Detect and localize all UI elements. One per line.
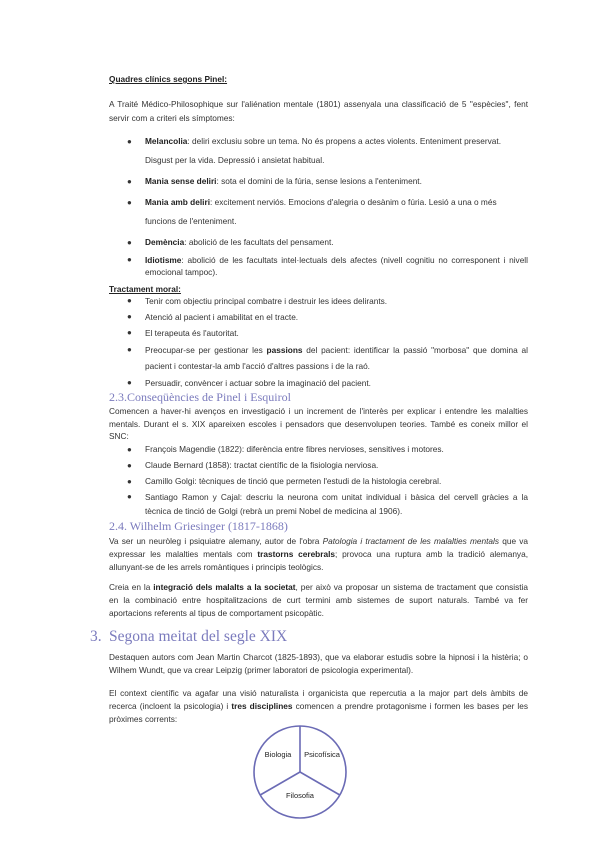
tractament-title: Tractament moral: [109,284,181,294]
list-item: ● Mania sense deliri: sota el domini de la fúria, sense lesions a l'enteniment. [145,172,528,191]
list-item: ● Mania amb deliri: excitement nerviós. Emocions d'alegria o desànim o fúria. Lesió a una o més funcions de l'enteniment. [145,193,528,231]
bullet-icon: ● [127,312,132,321]
bullet-icon: ● [127,445,132,454]
section-2-4-heading: 2.4. Wilhelm Griesinger (1817-1868) [109,519,288,533]
section-3-paragraph-2: El context científic va agafar una visió naturalista i organicista que repercutia a la major part dels àmbits de recerca (incloent la psicologia) i tres disciplines comencen a prendre protagonisme i formen les bases per les pròximes corrents: [109,688,529,724]
list-item: ● Santiago Ramon y Cajal: descriu la neurona com unitat individual i bàsica del cervell gràcies a la tècnica de tinció de Golgi (rebrà un premi Nobel de medicina al 1906). [127,492,528,516]
bullet-icon: ● [127,345,132,354]
list-item: ● Camillo Golgi: tècniques de tinció que permeten l'estudi de la histologia cerebral. [145,474,528,489]
tractament-list [127,294,528,390]
three-disciplines-diagram [250,722,350,822]
bullet-icon: ● [127,238,132,247]
list-item: ● Persuadir, convèncer i actuar sobre la imaginació del pacient. [127,378,371,388]
list-item: ● Atenció al pacient i amabilitat en el tracte. [127,312,299,322]
section-3-number: 3. [90,628,102,645]
bullet-icon: ● [127,137,132,146]
list-item: ● Claude Bernard (1858): tractat científic de la fisiologia nerviosa. [145,458,528,473]
list-item: ● Preocupar-se per gestionar les passions del pacient: identificar la passió "morbosa" que domina al pacient i contestar-la amb l'acció d'altres passions i de la raó. [145,342,528,374]
sec23-list [127,442,528,518]
section-2-3-heading: 2.3.Conseqüències de Pinel i Esquirol [109,390,291,404]
section-3-paragraph-1: Destaquen autors com Jean Martin Charcot (1825-1893), que va elaborar estudis sobre la hipnosi i la histèria; o Wilhem Wundt, que va crear Leipzig (primer laboratori de psicologia experimental). [109,652,528,675]
list-item: ● Idiotisme: abolició de les facultats intel·lectuals dels afectes (nivell cognitiu no corresponent i nivell emocional tampoc). [127,255,528,277]
bullet-icon: ● [127,328,132,337]
list-item: ● Melancolia: deliri exclusiu sobre un tema. No és propens a actes violents. Enteniment preservat. Disgust per la vida. Depressió i ansietat habitual. [145,132,528,170]
section-2-4-paragraph-1: Va ser un neuròleg i psiquiatre alemany, autor de l'obra Patologia i tractament de les malalties mentals que va expressar les malalties mentals com trastorns cerebrals; provoca una ruptura amb la tradició alemanya, allunyant-se de les arrels romàntiques i principis teològics. [109,536,529,572]
bullet-icon: ● [127,198,132,207]
list-item: ● El terapeuta és l'autoritat. [127,328,239,338]
bullet-icon: ● [127,461,132,470]
diagram-label-biologia: Biologia [264,750,292,759]
bullet-icon: ● [127,255,132,264]
diagram-label-filosofia: Filosofia [286,791,314,800]
pinel-list [127,132,528,278]
list-item: ● Tenir com objectiu principal combatre i destruir les idees delirants. [127,296,388,306]
list-item: ● Demència: abolició de les facultats del pensament. [145,233,528,252]
list-item: ● François Magendie (1822): diferència entre fibres nervioses, sensitives i motores. [145,442,528,457]
section-3-heading: Segona meitat del segle XIX [109,628,288,645]
section-2-4-paragraph-2: Creia en la integració dels malalts a la societat, per això va proposar un sistema de tractament que consistia en la combinació entre hospitalitzacions de curt termini amb sistemes de suport naturals. També va fer aportacions referents al tipus de comportament psicopàtic. [109,582,528,618]
bullet-icon: ● [127,378,132,387]
bullet-icon: ● [127,477,132,486]
diagram-label-psicofisica: Psicofísica [304,750,340,759]
pinel-intro: A Traité Médico-Philosophique sur l'aliénation mentale (1801) assenyala una classificació de 5 "espècies", fent servir com a criteri els símptomes: [109,99,528,123]
pinel-title: Quadres clínics segons Pinel: [109,74,228,84]
bullet-icon: ● [127,492,132,501]
section-2-3-text: Comencen a haver-hi avenços en investigació i un increment de l'interès per explicar i entendre les malalties mentals. Durant el s. XIX apareixen escoles i pensadors que desenvolupen teories. També es coneix millor el SNC: [109,406,528,441]
bullet-icon: ● [127,296,132,305]
bullet-icon: ● [127,177,132,186]
